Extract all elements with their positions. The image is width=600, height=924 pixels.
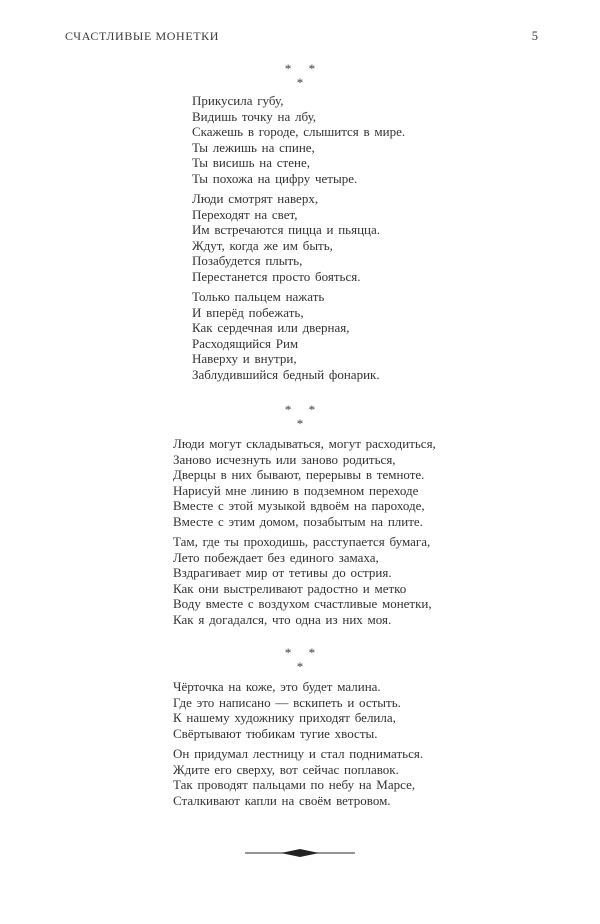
poem-line: Как они выстреливают радостно и метко xyxy=(173,580,407,596)
asterisk-icon: * xyxy=(308,402,316,417)
poem-line: Он придумал лестницу и стал подниматься. xyxy=(173,746,424,761)
poem-line: Как я догадался, что одна из них моя. xyxy=(173,611,392,627)
asterisk-row xyxy=(0,76,600,89)
section-divider-asterisks xyxy=(0,62,600,89)
page-number: 5 xyxy=(531,29,538,43)
poem-line: Скажешь в городе, слышится в мире. xyxy=(192,124,406,139)
poem-line: Как сердечная или дверная, xyxy=(192,320,350,335)
poem-line: К нашему художнику приходят белила, xyxy=(173,710,396,725)
poem-line: Ждите его сверху, вот сейчас поплавок. xyxy=(173,761,399,777)
poem-line: Позабудется плыть, xyxy=(192,253,303,268)
poem-line: Видишь точку на лбу, xyxy=(192,108,317,124)
poem-line: Вместе с этой музыкой вдвоём на пароходе, xyxy=(173,498,425,513)
poem-line: Свёртывают тюбикам тугие хвосты. xyxy=(173,725,378,741)
poem-line: Расходящийся Рим xyxy=(192,335,299,351)
stanza xyxy=(192,289,405,382)
poem xyxy=(192,93,405,382)
stanza xyxy=(173,436,436,529)
asterisk-row xyxy=(0,646,600,659)
poem-line: Ты висишь на стене, xyxy=(192,155,310,170)
poem-line: Наверху и внутри, xyxy=(192,351,297,366)
poem-line: Вздрагивает мир от тетивы до острия. xyxy=(173,565,392,580)
asterisk-icon: * xyxy=(284,402,292,417)
poem-line: Дверцы в них бывают, перерывы в темноте. xyxy=(173,467,425,482)
asterisk-icon: * xyxy=(308,645,316,660)
poem-line: Заблудившийся бедный фонарик. xyxy=(192,366,380,382)
poem xyxy=(173,679,423,808)
asterisk-icon: * xyxy=(296,75,304,90)
stanza xyxy=(173,679,423,741)
poem-line: Люди смотрят наверх, xyxy=(192,191,319,206)
poem-line: Воду вместе с воздухом счастливые монетки, xyxy=(173,596,432,611)
poem xyxy=(173,436,436,627)
poem-line: Перестанется просто бояться. xyxy=(192,268,361,284)
poem-line: Где это написано — вскипеть и остыть. xyxy=(173,694,401,710)
poem-line: Ты похожа на цифру четыре. xyxy=(192,170,358,186)
section-divider-asterisks xyxy=(0,646,600,673)
asterisk-icon: * xyxy=(296,416,304,431)
poem-line: Нарисуй мне линию в подземном переходе xyxy=(173,482,419,498)
poem-line: Только пальцем нажать xyxy=(192,289,325,304)
running-head xyxy=(65,29,538,44)
poem-line: Сталкивают капли на своём ветровом. xyxy=(173,792,391,808)
asterisk-row xyxy=(0,417,600,430)
running-title: СЧАСТЛИВЫЕ МОНЕТКИ xyxy=(65,29,220,43)
section-divider-asterisks xyxy=(0,403,600,430)
poem-line: Ты лежишь на спине, xyxy=(192,139,315,155)
stanza xyxy=(192,191,405,284)
footer-ornament xyxy=(245,845,355,855)
asterisk-icon: * xyxy=(284,61,292,76)
asterisk-row xyxy=(0,403,600,416)
poem-line: Прикусила губу, xyxy=(192,93,284,108)
rule-diamond-icon xyxy=(245,848,355,858)
asterisk-row xyxy=(0,660,600,673)
stanza xyxy=(173,534,436,627)
asterisk-row xyxy=(0,62,600,75)
poem-line: Переходят на свет, xyxy=(192,206,298,222)
stanza xyxy=(192,93,405,186)
poem-line: Лето побеждает без единого замаха, xyxy=(173,549,379,565)
poem-line: И вперёд побежать, xyxy=(192,304,304,320)
poem-line: Чёрточка на коже, это будет малина. xyxy=(173,679,381,694)
stanza xyxy=(173,746,423,808)
asterisk-icon: * xyxy=(284,645,292,660)
poem-line: Им встречаются пицца и пьяцца. xyxy=(192,222,381,237)
poem-line: Заново исчезнуть или заново родиться, xyxy=(173,451,396,467)
poem-line: Люди могут складываться, могут расходиться, xyxy=(173,436,436,451)
asterisk-icon: * xyxy=(308,61,316,76)
poem-line: Ждут, когда же им быть, xyxy=(192,237,333,253)
poem-line: Вместе с этим домом, позабытым на плите. xyxy=(173,513,423,529)
poem-line: Так проводят пальцами по небу на Марсе, xyxy=(173,777,416,792)
asterisk-icon: * xyxy=(296,659,304,674)
poem-line: Там, где ты проходишь, расступается бумага, xyxy=(173,534,431,549)
